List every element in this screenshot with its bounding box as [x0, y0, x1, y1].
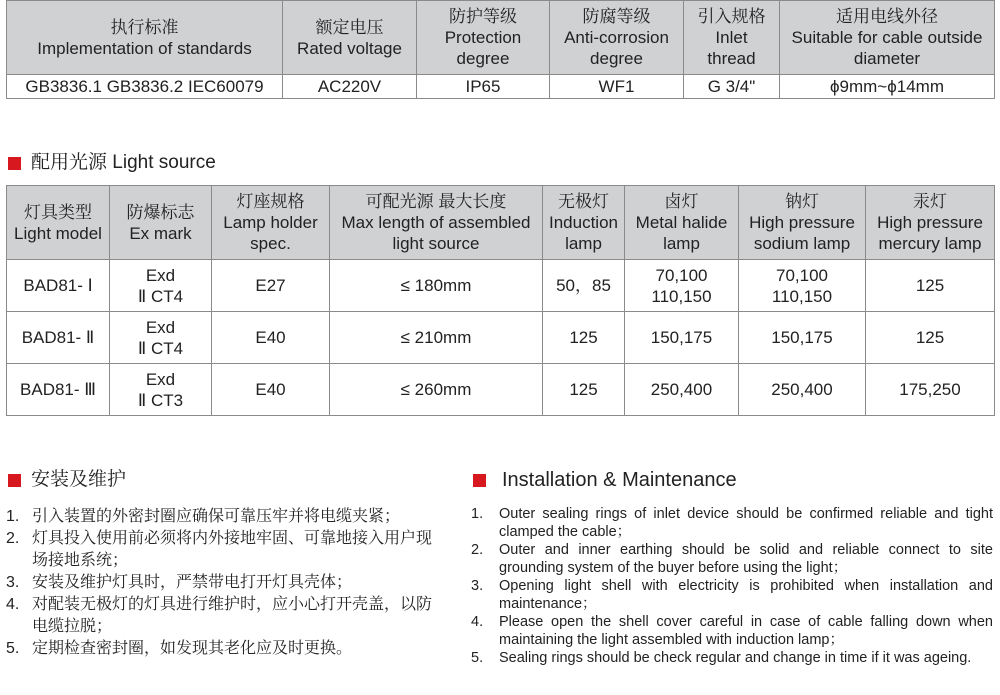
- ls-mercury: 125: [866, 260, 995, 312]
- spec-anticorrosion: WF1: [550, 75, 684, 99]
- spec-cable-diameter: ϕ9mm~ϕ14mm: [780, 75, 995, 99]
- section-square-icon: [8, 157, 21, 170]
- spec-protection: IP65: [417, 75, 550, 99]
- section-square-icon: [8, 474, 21, 487]
- spec-header-anticorrosion: 防腐等级 Anti-corrosion degree: [550, 1, 684, 75]
- ls-halide: 250,400: [625, 364, 739, 416]
- ls-length: ≤ 260mm: [330, 364, 543, 416]
- list-item: 3. 安装及维护灯具时，严禁带电打开灯具壳体；: [6, 574, 353, 591]
- install-zh-title: 安装及维护: [31, 469, 127, 490]
- spec-header-inlet: 引入规格 Inlet thread: [684, 1, 780, 75]
- ls-exmark: Exd Ⅱ CT4: [110, 312, 212, 364]
- list-item: 3. Opening light shell with electricity is prohibited when installation and maintenance；: [471, 578, 993, 612]
- ls-induction: 125: [543, 364, 625, 416]
- list-item: 4. 对配装无极灯的灯具进行维护时，应小心打开壳盖，以防电缆拉脱；: [6, 596, 433, 635]
- ls-halide: 150,175: [625, 312, 739, 364]
- ls-mercury: 125: [866, 312, 995, 364]
- spec-header-standards: 执行标准 Implementation of standards: [7, 1, 283, 75]
- list-item: 5. 定期检查密封圈，如发现其老化应及时更换。: [6, 640, 353, 657]
- spec-header-voltage: 额定电压 Rated voltage: [283, 1, 417, 75]
- list-item: 5. Sealing rings should be check regular and change in time if it was ageing.: [471, 650, 972, 666]
- list-item: 1. Outer sealing rings of inlet device should be confirmed reliable and tight clamped the cable；: [471, 506, 993, 540]
- table-row: [7, 364, 995, 416]
- ls-header-holder: 灯座规格 Lamp holder spec.: [212, 186, 330, 260]
- ls-header-sodium: 钠灯 High pressure sodium lamp: [739, 186, 866, 260]
- install-zh-list: [6, 506, 446, 660]
- spec-header-cable-diameter: 适用电线外径 Suitable for cable outside diameter: [780, 1, 995, 75]
- list-item: 2. Outer and inner earthing should be solid and reliable connect to site grounding system of the buyer before using the light；: [471, 542, 993, 576]
- ls-holder: E27: [212, 260, 330, 312]
- ls-length: ≤ 180mm: [330, 260, 543, 312]
- list-item: 2. 灯具投入使用前必须将内外接地牢固、可靠地接入用户现场接地系统；: [6, 530, 433, 569]
- ls-holder: E40: [212, 312, 330, 364]
- light-source-title: 配用光源 Light source: [31, 152, 216, 173]
- list-item: 1. 引入装置的外密封圈应确保可靠压牢并将电缆夹紧；: [6, 508, 401, 525]
- spec-header-protection: 防护等级 Protection degree: [417, 1, 550, 75]
- ls-induction: 50，85: [543, 260, 625, 312]
- ls-model: BAD81- Ⅲ: [7, 364, 110, 416]
- spec-table: [6, 0, 995, 99]
- ls-halide: 70,100 110,150: [625, 260, 739, 312]
- table-row: [7, 260, 995, 312]
- ls-header-length: 可配光源 最大长度 Max length of assembled light source: [330, 186, 543, 260]
- light-source-table: [6, 185, 995, 416]
- light-source-header-row: [7, 186, 995, 260]
- ls-sodium: 70,100 110,150: [739, 260, 866, 312]
- spec-table-header-row: [7, 1, 995, 75]
- table-row: [7, 312, 995, 364]
- spec-table-row: [7, 75, 995, 99]
- ls-sodium: 150,175: [739, 312, 866, 364]
- ls-model: BAD81- Ⅱ: [7, 312, 110, 364]
- ls-exmark: Exd Ⅱ CT4: [110, 260, 212, 312]
- section-square-icon: [473, 474, 486, 487]
- ls-header-halide: 卤灯 Metal halide lamp: [625, 186, 739, 260]
- install-en-title: Installation & Maintenance: [502, 469, 737, 491]
- ls-model: BAD81- Ⅰ: [7, 260, 110, 312]
- ls-exmark: Exd Ⅱ CT3: [110, 364, 212, 416]
- ls-induction: 125: [543, 312, 625, 364]
- install-en-list: [471, 505, 993, 667]
- list-item: 4. Please open the shell cover careful in case of cable falling down when maintaining the light assembled with induction lamp；: [471, 614, 993, 648]
- spec-inlet: G 3/4": [684, 75, 780, 99]
- ls-header-exmark: 防爆标志 Ex mark: [110, 186, 212, 260]
- ls-header-model: 灯具类型 Light model: [7, 186, 110, 260]
- spec-voltage: AC220V: [283, 75, 417, 99]
- ls-length: ≤ 210mm: [330, 312, 543, 364]
- ls-sodium: 250,400: [739, 364, 866, 416]
- ls-holder: E40: [212, 364, 330, 416]
- ls-mercury: 175,250: [866, 364, 995, 416]
- spec-standards: GB3836.1 GB3836.2 IEC60079: [7, 75, 283, 99]
- ls-header-mercury: 汞灯 High pressure mercury lamp: [866, 186, 995, 260]
- ls-header-induction: 无极灯 Induction lamp: [543, 186, 625, 260]
